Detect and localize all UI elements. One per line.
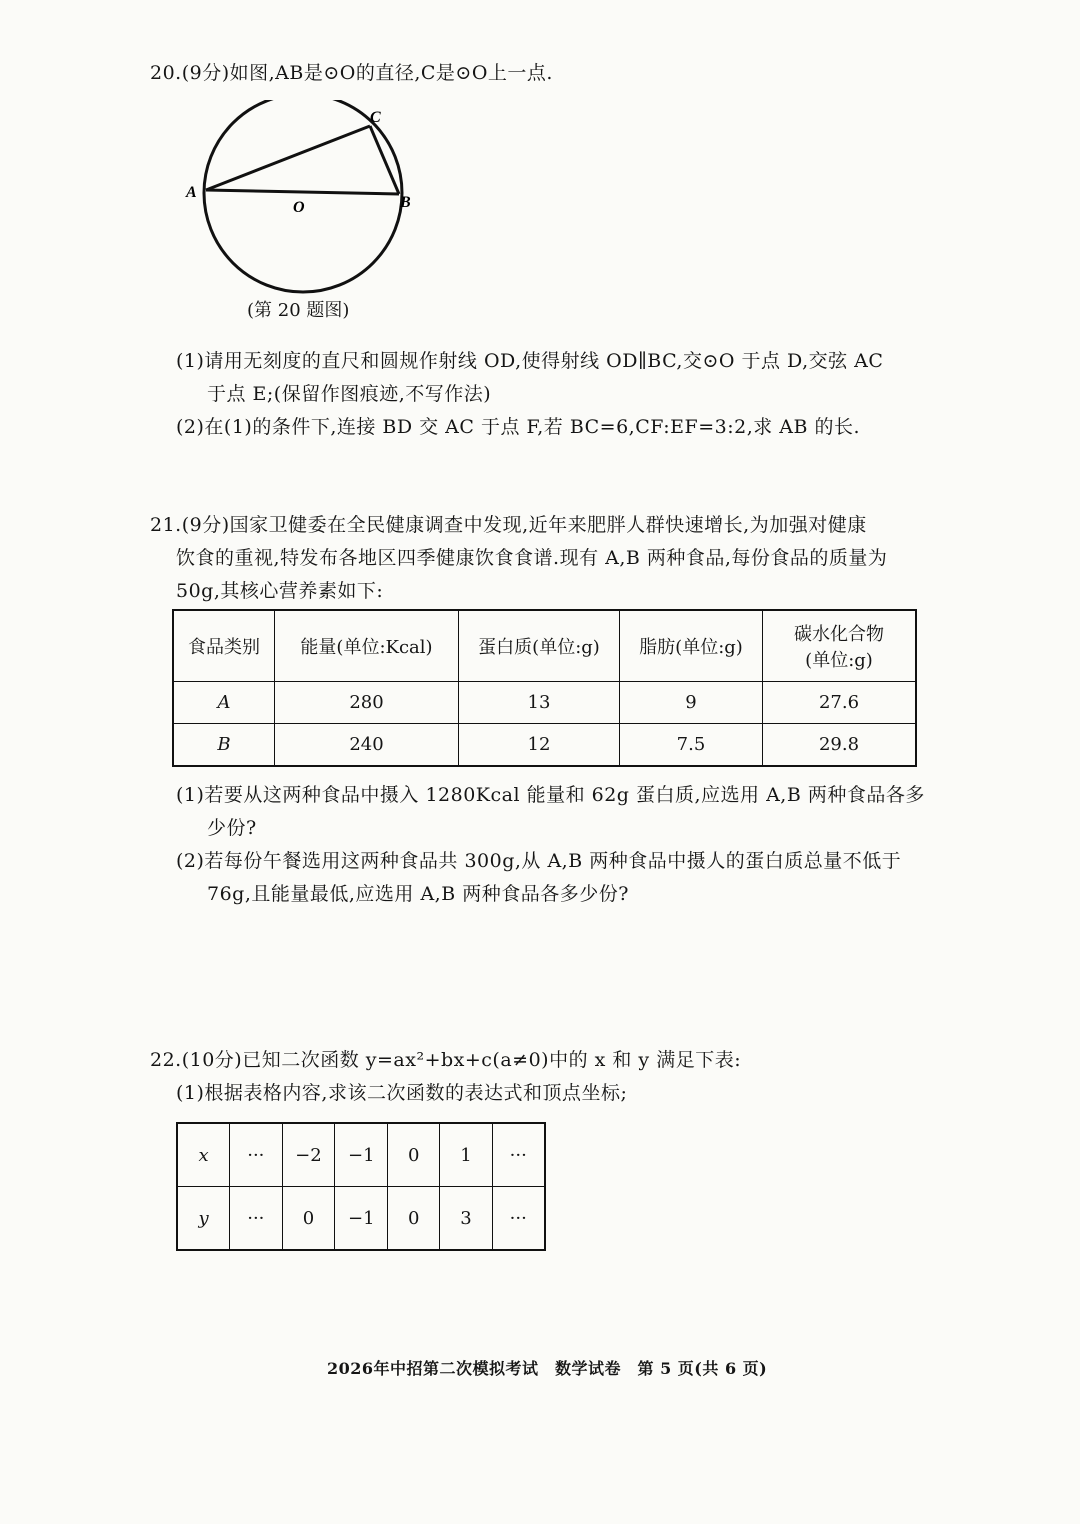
cell-y: 0 (388, 1187, 440, 1251)
cell-y: 3 (440, 1187, 492, 1251)
q20-circle-figure (180, 100, 440, 300)
cell-protein: 13 (459, 682, 620, 724)
nutrition-table (172, 609, 917, 767)
header-energy: 能量(单位:Kcal) (275, 610, 459, 682)
page-footer: 2026年中招第二次模拟考试 数学试卷 第 5 页(共 6 页) (327, 1359, 768, 1378)
q21-part1-line1: (1)若要从这两种食品中摄入 1280Kcal 能量和 62g 蛋白质,应选用 A,B 两种食品各多 (176, 784, 925, 806)
cell-carbs: 29.8 (763, 724, 917, 767)
cell-x: −2 (282, 1123, 335, 1187)
table-row (173, 682, 916, 724)
q20-part1-line1: (1)请用无刻度的直尺和圆规作射线 OD,使得射线 OD∥BC,交⊙O 于点 D,交弦 AC (176, 350, 884, 372)
header-food-type: 食品类别 (173, 610, 275, 682)
cell-x: −1 (335, 1123, 388, 1187)
q21-part1-line2: 少份? (207, 817, 257, 839)
q22-part1: (1)根据表格内容,求该二次函数的表达式和顶点坐标; (176, 1082, 628, 1104)
header-fat: 脂肪(单位:g) (620, 610, 763, 682)
table-row (173, 724, 916, 767)
cell-fat: 7.5 (620, 724, 763, 767)
cell-energy: 240 (275, 724, 459, 767)
cell-carbs: 27.6 (763, 682, 917, 724)
table-row-x (177, 1123, 545, 1187)
cell-food: A (173, 682, 275, 724)
label-c: C (370, 109, 381, 126)
q21-line1: 21.(9分)国家卫健委在全民健康调查中发现,近年来肥胖人群快速增长,为加强对健康 (150, 514, 867, 536)
header-carbs (763, 610, 917, 682)
label-o: O (293, 199, 305, 216)
cell-x: 1 (440, 1123, 492, 1187)
chord-ac (206, 126, 370, 190)
label-b: B (400, 194, 411, 211)
cell-protein: 12 (459, 724, 620, 767)
q21-part2-line2: 76g,且能量最低,应选用 A,B 两种食品各多少份? (207, 883, 629, 905)
cell-food: B (173, 724, 275, 767)
cell-x-label: x (177, 1123, 230, 1187)
q21-line2: 饮食的重视,特发布各地区四季健康饮食食谱.现有 A,B 两种食品,每份食品的质量为 (176, 547, 888, 569)
label-a: A (186, 184, 197, 201)
cell-x: ··· (492, 1123, 545, 1187)
cell-y: ··· (492, 1187, 545, 1251)
cell-x: ··· (230, 1123, 282, 1187)
nutrition-table-header-row (173, 610, 916, 682)
header-carbs-line1: 碳水化合物 (794, 624, 884, 645)
diameter-ab (206, 190, 399, 194)
q20-part1-line2: 于点 E;(保留作图痕迹,不写作法) (207, 383, 492, 405)
q21-part2-line1: (2)若每份午餐选用这两种食品共 300g,从 A,B 两种食品中摄人的蛋白质总量不低于 (176, 850, 902, 872)
cell-fat: 9 (620, 682, 763, 724)
q20-part2: (2)在(1)的条件下,连接 BD 交 AC 于点 F,若 BC=6,CF:EF=3:2,求 AB 的长. (176, 416, 861, 438)
header-carbs-line2: (单位:g) (805, 650, 873, 671)
q20-figure-caption: (第 20 题图) (247, 300, 350, 321)
q22-title: 22.(10分)已知二次函数 y=ax²+bx+c(a≠0)中的 x 和 y 满足下表: (150, 1049, 742, 1071)
cell-y: 0 (282, 1187, 335, 1251)
cell-y: −1 (335, 1187, 388, 1251)
xy-table (176, 1122, 546, 1251)
q21-line3: 50g,其核心营养素如下: (176, 580, 384, 602)
header-protein: 蛋白质(单位:g) (459, 610, 620, 682)
q20-title: 20.(9分)如图,AB是⊙O的直径,C是⊙O上一点. (150, 62, 553, 84)
table-row-y (177, 1187, 545, 1251)
cell-x: 0 (388, 1123, 440, 1187)
cell-y-label: y (177, 1187, 230, 1251)
cell-energy: 280 (275, 682, 459, 724)
cell-y: ··· (230, 1187, 282, 1251)
